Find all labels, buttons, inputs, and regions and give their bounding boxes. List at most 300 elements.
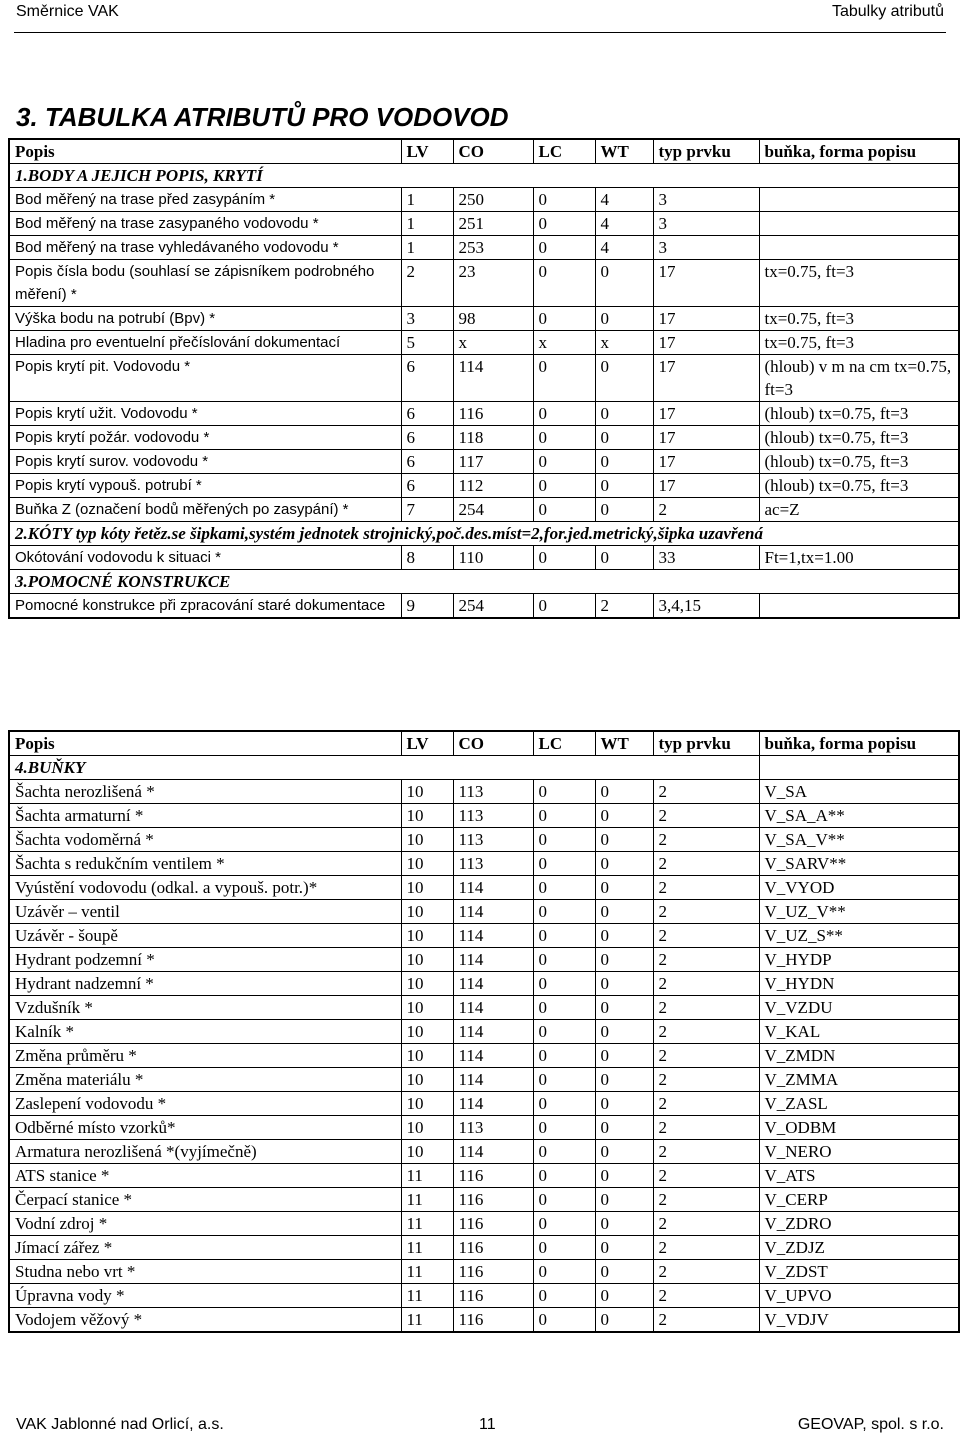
table-row: [9, 331, 959, 355]
table-cell: 0: [533, 924, 595, 948]
table-cell: [759, 594, 959, 619]
table-cell: 10: [401, 876, 453, 900]
table-cell: 11: [401, 1284, 453, 1308]
table-cell: 2: [653, 900, 759, 924]
table-cell: 0: [533, 1068, 595, 1092]
table-row: [9, 1308, 959, 1333]
table-cell: 11: [401, 1212, 453, 1236]
table-cell: 10: [401, 1140, 453, 1164]
table-row: [9, 1236, 959, 1260]
table-cell: Odběrné místo vzorků*: [9, 1116, 401, 1140]
table-cell: 0: [533, 900, 595, 924]
table-cell: 254: [453, 594, 533, 619]
table-cell: 2: [653, 948, 759, 972]
table-cell: 0: [533, 876, 595, 900]
table-cell: 0: [595, 900, 653, 924]
table-cell: 6: [401, 355, 453, 402]
table-cell: 254: [453, 498, 533, 522]
table-cell: 4: [595, 212, 653, 236]
table-cell: V_NERO: [759, 1140, 959, 1164]
table-cell: Změna průměru *: [9, 1044, 401, 1068]
table-cell: 0: [595, 1092, 653, 1116]
table-cell: 116: [453, 1284, 533, 1308]
table-cell: 10: [401, 948, 453, 972]
table-cell: 10: [401, 924, 453, 948]
table-cell: 10: [401, 996, 453, 1020]
table-cell: 5: [401, 331, 453, 355]
table-cell: buňka, forma popisu: [759, 139, 959, 164]
table-cell: 0: [595, 1260, 653, 1284]
table-cell: (hloub) tx=0.75, ft=3: [759, 402, 959, 426]
table-cell: [759, 236, 959, 260]
table-cell: 0: [595, 876, 653, 900]
table-cell: 0: [533, 355, 595, 402]
table-cell: Hydrant nadzemní *: [9, 972, 401, 996]
table-cell: 0: [533, 1236, 595, 1260]
table-cell: [759, 188, 959, 212]
table-cell: tx=0.75, ft=3: [759, 260, 959, 307]
table-cell: Čerpací stanice *: [9, 1188, 401, 1212]
table-cell: 117: [453, 450, 533, 474]
table-cell: 2.KÓTY typ kóty řetěz.se šipkami,systém jednotek strojnický,poč.des.míst=2,for.jed.metrický,šipka uzavřená: [9, 522, 959, 546]
table-row: [9, 307, 959, 331]
table-cell: WT: [595, 139, 653, 164]
table-cell: 0: [533, 1260, 595, 1284]
table-cell: 17: [653, 331, 759, 355]
table-cell: V_SARV**: [759, 852, 959, 876]
table-cell: 0: [533, 1092, 595, 1116]
table-row: [9, 498, 959, 522]
table-cell: 0: [533, 996, 595, 1020]
table-cell: 114: [453, 355, 533, 402]
table-cell: 114: [453, 1020, 533, 1044]
table-cell: 114: [453, 1044, 533, 1068]
table-cell: 0: [595, 1116, 653, 1140]
table-cell: 11: [401, 1236, 453, 1260]
table-cell: 113: [453, 1116, 533, 1140]
table-cell: 2: [653, 1212, 759, 1236]
table-cell: Úpravna vody *: [9, 1284, 401, 1308]
table-cell: Vyústění vodovodu (odkal. a vypouš. potr.)*: [9, 876, 401, 900]
table-cell: V_ZASL: [759, 1092, 959, 1116]
table-cell: 1: [401, 236, 453, 260]
table-cell: Šachta vodoměrná *: [9, 828, 401, 852]
table-cell: 2: [595, 594, 653, 619]
table-row: [9, 900, 959, 924]
table-cell: tx=0.75, ft=3: [759, 307, 959, 331]
table-cell: Ft=1,tx=1.00: [759, 546, 959, 570]
table-row: [9, 852, 959, 876]
table-row: [9, 1212, 959, 1236]
section-row: [9, 164, 959, 188]
table-cell: 114: [453, 924, 533, 948]
table-cell: 2: [653, 1260, 759, 1284]
table-row: [9, 546, 959, 570]
table-cell: x: [595, 331, 653, 355]
table-cell: typ prvku: [653, 731, 759, 756]
table-cell: 114: [453, 996, 533, 1020]
table-cell: 10: [401, 852, 453, 876]
table-cell: 0: [595, 1284, 653, 1308]
table-cell: Popis krytí užit. Vodovodu *: [9, 402, 401, 426]
table-cell: 0: [595, 1236, 653, 1260]
table-cell: 0: [595, 1020, 653, 1044]
table-cell: V_ZDJZ: [759, 1236, 959, 1260]
table-cell: 0: [595, 402, 653, 426]
table-cell: 0: [595, 1140, 653, 1164]
table-cell: 11: [401, 1164, 453, 1188]
table-cell: 116: [453, 1212, 533, 1236]
table-cell: 6: [401, 474, 453, 498]
table-header-row: [9, 731, 959, 756]
table-row: [9, 355, 959, 402]
table-cell: V_KAL: [759, 1020, 959, 1044]
table-row: [9, 996, 959, 1020]
table-row: [9, 426, 959, 450]
table-cell: 0: [533, 426, 595, 450]
table-cell: 3: [401, 307, 453, 331]
table-cell: V_ZMDN: [759, 1044, 959, 1068]
table-cell: 114: [453, 876, 533, 900]
table-cell: V_UPVO: [759, 1284, 959, 1308]
table-cell: V_ODBM: [759, 1116, 959, 1140]
table-cell: x: [533, 331, 595, 355]
table-cell: 0: [533, 1188, 595, 1212]
table-cell: 6: [401, 450, 453, 474]
table-cell: (hloub) tx=0.75, ft=3: [759, 474, 959, 498]
table-cell: Okótování vodovodu k situaci *: [9, 546, 401, 570]
table-row: [9, 260, 959, 307]
table-cell: 2: [653, 1068, 759, 1092]
table-row: [9, 402, 959, 426]
table-cell: 0: [595, 948, 653, 972]
table-cell: 0: [533, 594, 595, 619]
table-cell: 1: [401, 188, 453, 212]
table-cell: Hydrant podzemní *: [9, 948, 401, 972]
table-row: [9, 1116, 959, 1140]
table-cell: 6: [401, 426, 453, 450]
table-cell: 0: [595, 1212, 653, 1236]
table-cell: LV: [401, 731, 453, 756]
table-cell: 0: [595, 1188, 653, 1212]
table-cell: 2: [653, 804, 759, 828]
table-cell: 0: [595, 1308, 653, 1333]
table-cell: 8: [401, 546, 453, 570]
table-cell: 116: [453, 1308, 533, 1333]
table-cell: 0: [533, 852, 595, 876]
table-cell: V_HYDN: [759, 972, 959, 996]
table-cell: Šachta nerozlišená *: [9, 780, 401, 804]
table-cell: 0: [533, 450, 595, 474]
table-cell: 17: [653, 355, 759, 402]
table-cell: Popis: [9, 139, 401, 164]
table-cell: V_ZDRO: [759, 1212, 959, 1236]
table-cell: 0: [595, 355, 653, 402]
table-cell: 17: [653, 450, 759, 474]
table-cell: 112: [453, 474, 533, 498]
table-cell: Výška bodu na potrubí (Bpv) *: [9, 307, 401, 331]
table-cell: 2: [653, 924, 759, 948]
table-cell: (hloub) tx=0.75, ft=3: [759, 426, 959, 450]
table-cell: Kalník *: [9, 1020, 401, 1044]
table-cell: 6: [401, 402, 453, 426]
table-row: [9, 450, 959, 474]
table-row: [9, 780, 959, 804]
table-cell: 0: [533, 828, 595, 852]
table-cell: Změna materiálu *: [9, 1068, 401, 1092]
table-cell: 10: [401, 1068, 453, 1092]
table-cell: LC: [533, 731, 595, 756]
table-cell: 118: [453, 426, 533, 450]
table-cell: 10: [401, 972, 453, 996]
table-cell: 0: [533, 1164, 595, 1188]
table-cell: V_UZ_V**: [759, 900, 959, 924]
table-row: [9, 236, 959, 260]
table-cell: V_VYOD: [759, 876, 959, 900]
table-cell: 0: [595, 498, 653, 522]
table-cell: 110: [453, 546, 533, 570]
table-cell: [759, 212, 959, 236]
footer-left: VAK Jablonné nad Orlicí, a.s.: [16, 1416, 224, 1433]
table-cell: Šachta armaturní *: [9, 804, 401, 828]
table-cell: 17: [653, 426, 759, 450]
table-cell: 3: [653, 188, 759, 212]
table-row: [9, 948, 959, 972]
section-row: [9, 522, 959, 546]
table-cell: 0: [595, 1164, 653, 1188]
table-cell: Vzdušník *: [9, 996, 401, 1020]
table-cell: 0: [533, 260, 595, 307]
table-cell: (hloub) v m na cm tx=0.75, ft=3: [759, 355, 959, 402]
attribute-table-2: [8, 730, 960, 1333]
table-cell: 0: [533, 1212, 595, 1236]
table-cell: V_ZDST: [759, 1260, 959, 1284]
table-cell: buňka, forma popisu: [759, 731, 959, 756]
table-row: [9, 1092, 959, 1116]
table-cell: 0: [595, 1044, 653, 1068]
table-cell: 10: [401, 1116, 453, 1140]
table-cell: Buňka Z (označení bodů měřených po zasypání) *: [9, 498, 401, 522]
table-cell: 114: [453, 948, 533, 972]
table-cell: 17: [653, 402, 759, 426]
table-row: [9, 594, 959, 619]
table-cell: Popis čísla bodu (souhlasí se zápisníkem podrobného měření) *: [9, 260, 401, 307]
table-cell: WT: [595, 731, 653, 756]
table-cell: 0: [595, 804, 653, 828]
table-cell: 2: [653, 852, 759, 876]
table-cell: 2: [653, 996, 759, 1020]
table-cell: 0: [595, 426, 653, 450]
table-cell: 0: [533, 212, 595, 236]
table-cell: 17: [653, 474, 759, 498]
table-cell: 3: [653, 236, 759, 260]
table-cell: 116: [453, 1188, 533, 1212]
table-cell: [759, 756, 959, 780]
table-row: [9, 1020, 959, 1044]
table-cell: 0: [533, 1308, 595, 1333]
table-cell: 0: [533, 972, 595, 996]
table-cell: LC: [533, 139, 595, 164]
table-cell: CO: [453, 731, 533, 756]
table-cell: Jímací zářez *: [9, 1236, 401, 1260]
table-cell: 116: [453, 402, 533, 426]
table-cell: x: [453, 331, 533, 355]
table-cell: 0: [533, 188, 595, 212]
table-cell: 0: [533, 1284, 595, 1308]
table-cell: 0: [595, 474, 653, 498]
table-cell: 116: [453, 1260, 533, 1284]
table-cell: 0: [533, 546, 595, 570]
table-cell: 3,4,15: [653, 594, 759, 619]
table-cell: Pomocné konstrukce při zpracování staré dokumentace: [9, 594, 401, 619]
table-cell: Popis krytí surov. vodovodu *: [9, 450, 401, 474]
table-cell: 17: [653, 307, 759, 331]
table-cell: 116: [453, 1164, 533, 1188]
table-cell: Popis: [9, 731, 401, 756]
header-left: Směrnice VAK: [16, 3, 119, 20]
table-cell: 114: [453, 900, 533, 924]
table-header-row: [9, 139, 959, 164]
table-cell: 0: [595, 852, 653, 876]
table-cell: 0: [595, 780, 653, 804]
attribute-table-1: [8, 138, 960, 619]
table-row: [9, 1188, 959, 1212]
table-cell: 3.POMOCNÉ KONSTRUKCE: [9, 570, 959, 594]
table-cell: V_ZMMA: [759, 1068, 959, 1092]
table-cell: 2: [653, 780, 759, 804]
table-cell: 2: [401, 260, 453, 307]
table-cell: 11: [401, 1188, 453, 1212]
table-cell: 33: [653, 546, 759, 570]
table-cell: 9: [401, 594, 453, 619]
table-row: [9, 828, 959, 852]
table-cell: Uzávěr – ventil: [9, 900, 401, 924]
table-cell: 0: [533, 804, 595, 828]
table-cell: 2: [653, 1092, 759, 1116]
table-cell: Popis krytí pit. Vodovodu *: [9, 355, 401, 402]
table-cell: 0: [595, 260, 653, 307]
table-cell: 113: [453, 852, 533, 876]
table-cell: 4: [595, 188, 653, 212]
table-cell: 3: [653, 212, 759, 236]
table-cell: 253: [453, 236, 533, 260]
table-cell: Šachta s redukčním ventilem *: [9, 852, 401, 876]
table-cell: 10: [401, 1092, 453, 1116]
table-cell: 0: [533, 1116, 595, 1140]
table-cell: 251: [453, 212, 533, 236]
table-cell: 2: [653, 1284, 759, 1308]
section-row: [9, 570, 959, 594]
table-cell: V_CERP: [759, 1188, 959, 1212]
table-cell: 0: [533, 307, 595, 331]
header-right: Tabulky atributů: [831, 3, 944, 20]
table-cell: 2: [653, 972, 759, 996]
table-cell: 2: [653, 1116, 759, 1140]
table-cell: 2: [653, 1020, 759, 1044]
table-cell: 0: [595, 546, 653, 570]
table-row: [9, 1068, 959, 1092]
table-cell: 11: [401, 1260, 453, 1284]
table-cell: 10: [401, 1020, 453, 1044]
table-cell: ac=Z: [759, 498, 959, 522]
table-row: [9, 1284, 959, 1308]
table-cell: V_VDJV: [759, 1308, 959, 1333]
page-title: 3. TABULKA ATRIBUTŮ PRO VODOVOD: [16, 102, 509, 132]
table-cell: Popis krytí požár. vodovodu *: [9, 426, 401, 450]
table-cell: LV: [401, 139, 453, 164]
table-row: [9, 804, 959, 828]
table-cell: 2: [653, 1188, 759, 1212]
table-cell: Bod měřený na trase před zasypáním *: [9, 188, 401, 212]
page-header: [14, 0, 946, 33]
table-cell: 1.BODY A JEJICH POPIS, KRYTÍ: [9, 164, 959, 188]
table-row: [9, 212, 959, 236]
table-cell: 11: [401, 1308, 453, 1333]
table-row: [9, 1260, 959, 1284]
table-cell: 10: [401, 900, 453, 924]
table-cell: 0: [533, 948, 595, 972]
table-row: [9, 1164, 959, 1188]
table-cell: 0: [595, 996, 653, 1020]
table-row: [9, 924, 959, 948]
table-cell: 0: [595, 924, 653, 948]
table-row: [9, 876, 959, 900]
table-cell: Vodní zdroj *: [9, 1212, 401, 1236]
table-cell: 10: [401, 1044, 453, 1068]
table-cell: 116: [453, 1236, 533, 1260]
table-cell: 2: [653, 876, 759, 900]
table-cell: 0: [533, 474, 595, 498]
table-cell: 0: [533, 1140, 595, 1164]
table-cell: V_ATS: [759, 1164, 959, 1188]
table-cell: 10: [401, 804, 453, 828]
footer-right: GEOVAP, spol. s r.o.: [797, 1416, 944, 1433]
table-cell: (hloub) tx=0.75, ft=3: [759, 450, 959, 474]
table-row: [9, 474, 959, 498]
table-cell: Popis krytí vypouš. potrubí *: [9, 474, 401, 498]
table-cell: 0: [533, 236, 595, 260]
table-cell: V_UZ_S**: [759, 924, 959, 948]
table-cell: 2: [653, 1236, 759, 1260]
table-cell: Bod měřený na trase zasypaného vodovodu *: [9, 212, 401, 236]
table-cell: V_SA_A**: [759, 804, 959, 828]
table-cell: tx=0.75, ft=3: [759, 331, 959, 355]
table-cell: V_SA: [759, 780, 959, 804]
table-row: [9, 1044, 959, 1068]
table-cell: 10: [401, 828, 453, 852]
table-cell: V_VZDU: [759, 996, 959, 1020]
table-cell: 2: [653, 828, 759, 852]
table-row: [9, 1140, 959, 1164]
table-cell: 4.BUŇKY: [9, 756, 759, 780]
table-cell: 0: [595, 450, 653, 474]
table-cell: V_HYDP: [759, 948, 959, 972]
table-cell: 2: [653, 1164, 759, 1188]
table-cell: Uzávěr - šoupě: [9, 924, 401, 948]
table-cell: 17: [653, 260, 759, 307]
table-row: [9, 188, 959, 212]
table-cell: 98: [453, 307, 533, 331]
table-cell: Studna nebo vrt *: [9, 1260, 401, 1284]
table-cell: 10: [401, 780, 453, 804]
table-cell: 2: [653, 1308, 759, 1333]
table-cell: 0: [595, 972, 653, 996]
table-cell: 250: [453, 188, 533, 212]
table-cell: Hladina pro eventuelní přečíslování dokumentací: [9, 331, 401, 355]
table-cell: CO: [453, 139, 533, 164]
table-cell: 0: [595, 1068, 653, 1092]
table-cell: 114: [453, 1068, 533, 1092]
